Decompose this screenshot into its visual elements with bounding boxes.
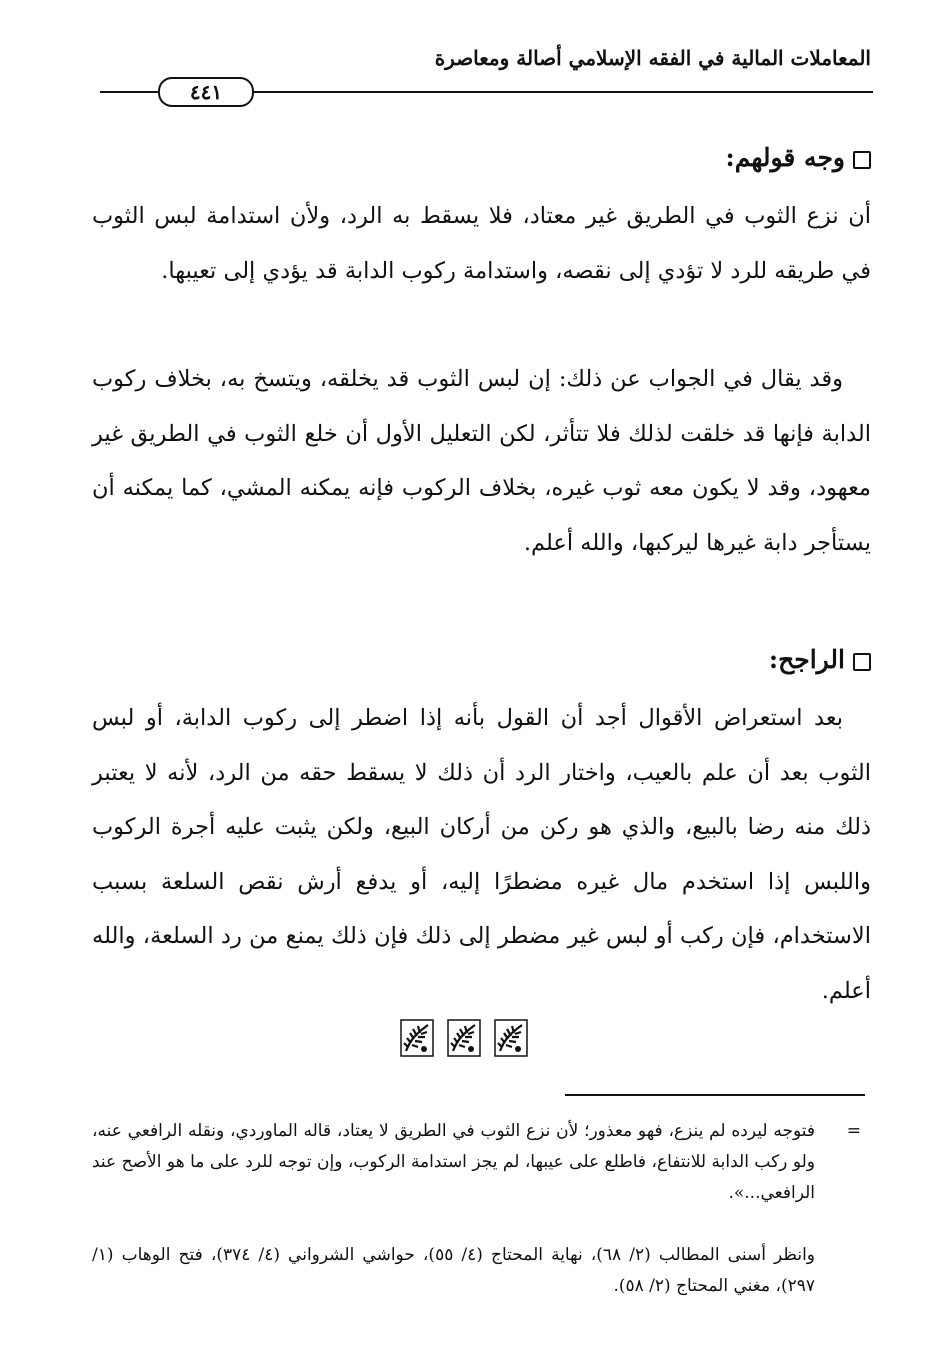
section-heading-2-label: الراجح: — [768, 645, 845, 674]
footnote-references: وانظر أسنى المطالب (٢/ ٦٨)، نهاية المحتاج (٤/ ٥٥)، حواشي الشرواني (٤/ ٣٧٤)، فتح الوهاب (١/ ٢٩٧)، مغني المحتاج (٢/ ٥٨). — [92, 1245, 816, 1296]
section-heading-2 — [571, 645, 871, 674]
footnote-rule — [565, 1094, 865, 1096]
ornament-icon — [398, 1017, 436, 1059]
section-heading-1 — [571, 143, 871, 172]
paragraph: وقد يقال في الجواب عن ذلك: إن لبس الثوب قد يخلقه، ويتسخ به، بخلاف ركوب الدابة فإنها قد خلقت لذلك فلا تتأثر، لكن التعليل الأول أن خلع الثوب في الطريق غير معهود، وقد لا يكون معه ثوب غيره، بخلاف الركوب فإنه يمكنه المشي، كما يمكنه أن يستأجر دابة غيرها ليركبها، والله أعلم. — [92, 366, 871, 556]
section-heading-1-label: وجه قولهم: — [725, 143, 845, 172]
ornament-icon — [492, 1017, 530, 1059]
checkbox-icon — [853, 653, 871, 671]
ornament-icon — [445, 1017, 483, 1059]
footnote-continuation: فتوجه ليرده لم ينزع، فهو معذور؛ لأن نزع الثوب في الطريق لا يعتاد، قاله الماوردي، ونقله الرافعي عنه، ولو ركب الدابة للانتفاع، فاطلع على عيبها، لم يجز استدامة الركوب، وإن توجه للرد على ما هو الأصح عند الرافعي...». — [92, 1121, 815, 1203]
paragraph: بعد استعراض الأقوال أجد أن القول بأنه إذا اضطر إلى ركوب الدابة، أو لبس الثوب بعد أن علم بالعيب، واختار الرد أن ذلك لا يسقط حقه من الرد، لأنه لا يعتبر ذلك منه رضا بالبيع، والذي هو ركن من أركان البيع، ولكن يثبت عليه أجرة الركوب واللبس إذا استخدم مال غيره مضطرًا إليه، أو يدفع أرش نقص السلعة بسبب الاستخدام، فإن ركب أو لبس غير مضطر إلى ذلك فإن ذلك يمنع من رد السلعة، والله أعلم. — [92, 705, 871, 1004]
running-header-title: المعاملات المالية في الفقه الإسلامي أصالة ومعاصرة — [434, 46, 871, 70]
page-number: ٤٤١ — [158, 77, 254, 107]
paragraph: أن نزع الثوب في الطريق غير معتاد، فلا يسقط به الرد، ولأن استدامة لبس الثوب في طريقه للرد لا تؤدي إلى نقصه، واستدامة ركوب الدابة قد يؤدي إلى تعيبها. — [92, 203, 871, 284]
checkbox-icon — [853, 151, 871, 169]
footnote-continuation-marker: = — [846, 1121, 861, 1141]
ornament-divider — [398, 1017, 530, 1061]
